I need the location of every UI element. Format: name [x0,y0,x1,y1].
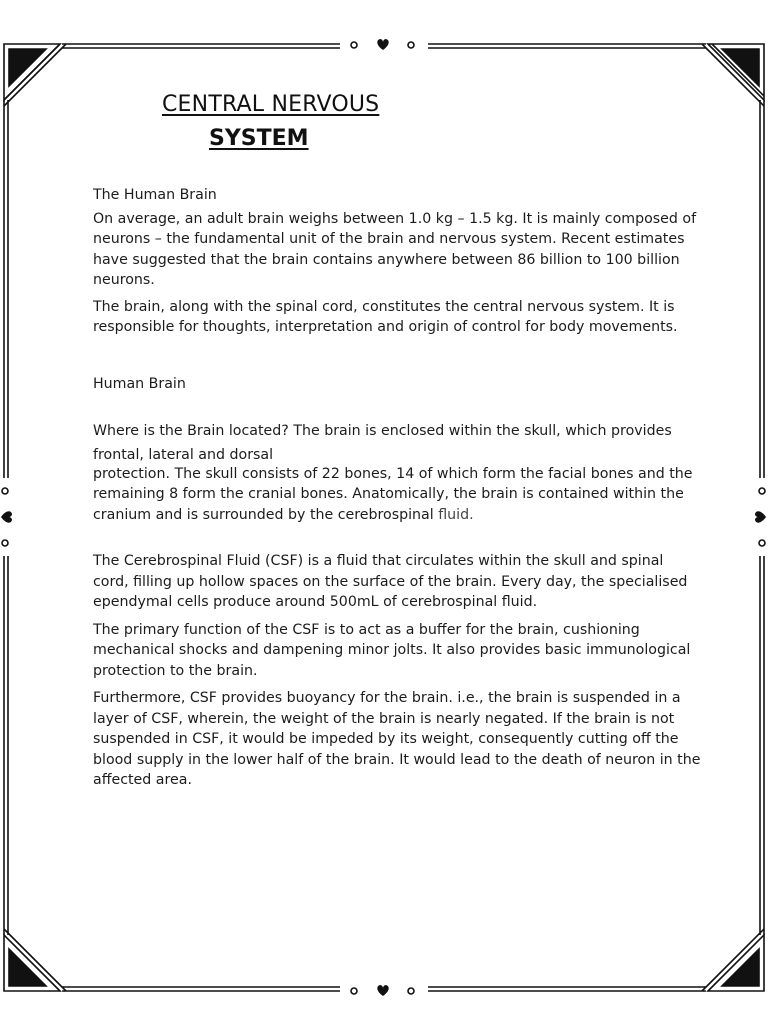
page-title-line-1: CENTRAL NERVOUS [162,92,380,117]
paragraph-cns: The brain, along with the spinal cord, constitutes the central nervous system. It is responsible for thoughts, interpretation and origin of control for body movements. [93,298,678,335]
section-heading-human-brain: The Human Brain [93,187,217,203]
location-line-4-end: fluid. [433,506,474,523]
paragraph-csf-function: The primary function of the CSF is to act as a buffer for the brain, cushioning mechanical shocks and dampening minor jolts. It also provides basic immunological protection to the brain. [93,621,691,679]
paragraph-brain-location [93,421,703,525]
location-line-1: Where is the Brain located? The brain is enclosed within the skull, which provides [93,423,672,439]
paragraph-csf-buoyancy: Furthermore, CSF provides buoyancy for the brain. i.e., the brain is suspended in a layer of CSF, wherein, the weight of the brain is nearly negated. If the brain is not suspended in CSF, it would be impeded by its weight, consequently cutting off the blood supply in the lower half of the brain. It would lead to the death of neuron in the affected area. [93,690,701,788]
page-title-line-2: SYSTEM [209,126,309,151]
paragraph-brain-weight: On average, an adult brain weighs between 1.0 kg – 1.5 kg. It is mainly composed of neurons – the fundamental unit of the brain and nervous system. Recent estimates have suggested that the brain contains anywhere between 86 billion to 100 billion neurons. [93,210,697,288]
paragraph-csf-definition: The Cerebrospinal Fluid (CSF) is a fluid that circulates within the skull and spinal cord, filling up hollow spaces on the surface of the brain. Every day, the specialised ependymal cells produce around 500mL of cerebrospinal fluid. [93,553,688,610]
location-line-4: remaining 8 form the cranial bones. Anatomically, the brain is contained within the cranium and is surrounded by the cerebrospinal [93,486,684,523]
document-body [93,185,703,791]
image-caption-human-brain: Human Brain [93,375,186,392]
location-line-2: frontal, lateral and dorsal [93,446,274,463]
location-line-3: protection. The skull consists of 22 bones, 14 of which form the facial bones and the [93,466,693,482]
